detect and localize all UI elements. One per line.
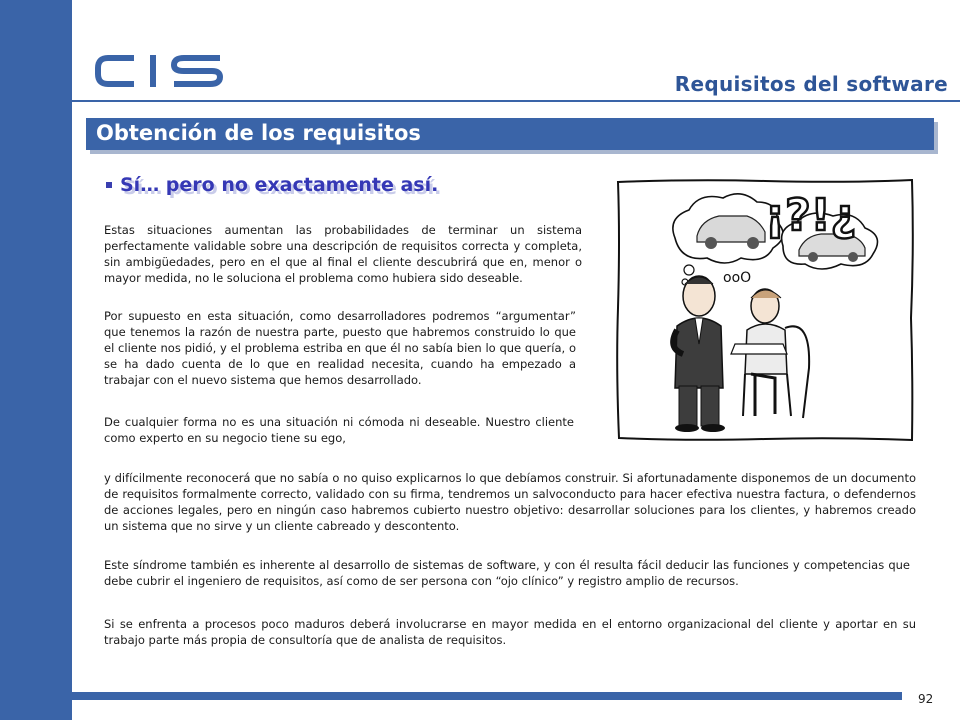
paragraph-2: Por supuesto en esta situación, como desarrolladores podremos “argumentar” que tenemos la razón de nuestra parte, puesto que habremos construido lo que el cliente nos pidió, y el problema estriba en que él no sabía bien lo que quería, o se ha dado cuenta de lo que en realidad necesita, cuando ha empezado a trabajar con el nuevo sistema que hemos desarrollado. (104, 309, 576, 387)
section-banner (86, 118, 934, 150)
left-accent-bar (0, 0, 72, 720)
page-header-title: Requisitos del software (674, 72, 948, 96)
cis-logo (94, 52, 226, 90)
section-title: Obtención de los requisitos (96, 121, 421, 145)
footer-divider (72, 692, 902, 700)
bullet-text: Sí… pero no exactamente así. (120, 174, 439, 196)
cartoon-illustration (615, 178, 915, 442)
paragraph-3: De cualquier forma no es una situación ni cómoda ni deseable. Nuestro cliente como experto en su negocio tiene su ego, (104, 415, 574, 445)
paragraph-4: y difícilmente reconocerá que no sabía o no quiso explicarnos lo que debíamos construir. Si afortunadamente disponemos de un documento de requisitos formalmente correcto, validado con su firma, tendremos un salvoconducto para hacer efectiva nuestra factura, o defendernos de acciones legales, pero en ningún caso habremos cubierto nuestro objetivo: desarrollar soluciones para los clientes, y habremos creado un sistema que no sirve y un cliente cabreado y descontento. (104, 471, 916, 533)
paragraph-6: Si se enfrenta a procesos poco maduros deberá involucrarse en mayor medida en el entorno organizacional del cliente y aportar en su trabajo parte más propia de consultoría que de analista de requisitos. (104, 617, 916, 647)
sound-text: ooO (723, 270, 752, 286)
paragraph-1: Estas situaciones aumentan las probabilidades de terminar un sistema perfectamente validable sobre una descripción de requisitos correcta y completa, sin ambigüedades, pero en el que al final el cliente descubrirá que en, menor o mayor medida, no le soluciona el problema como hubiera sido deseable. (104, 223, 582, 285)
bullet-square-icon (106, 182, 112, 188)
speech-exclamation-text: ¡?!¿ (765, 190, 857, 241)
header-divider (72, 100, 960, 102)
page-number: 92 (918, 692, 934, 706)
paragraph-5: Este síndrome también es inherente al desarrollo de sistemas de software, y con él resulta fácil deducir las funciones y competencias que debe cubrir el ingeniero de requisitos, así como de ser persona con “ojo clínico” y registro amplio de recursos. (104, 558, 910, 588)
